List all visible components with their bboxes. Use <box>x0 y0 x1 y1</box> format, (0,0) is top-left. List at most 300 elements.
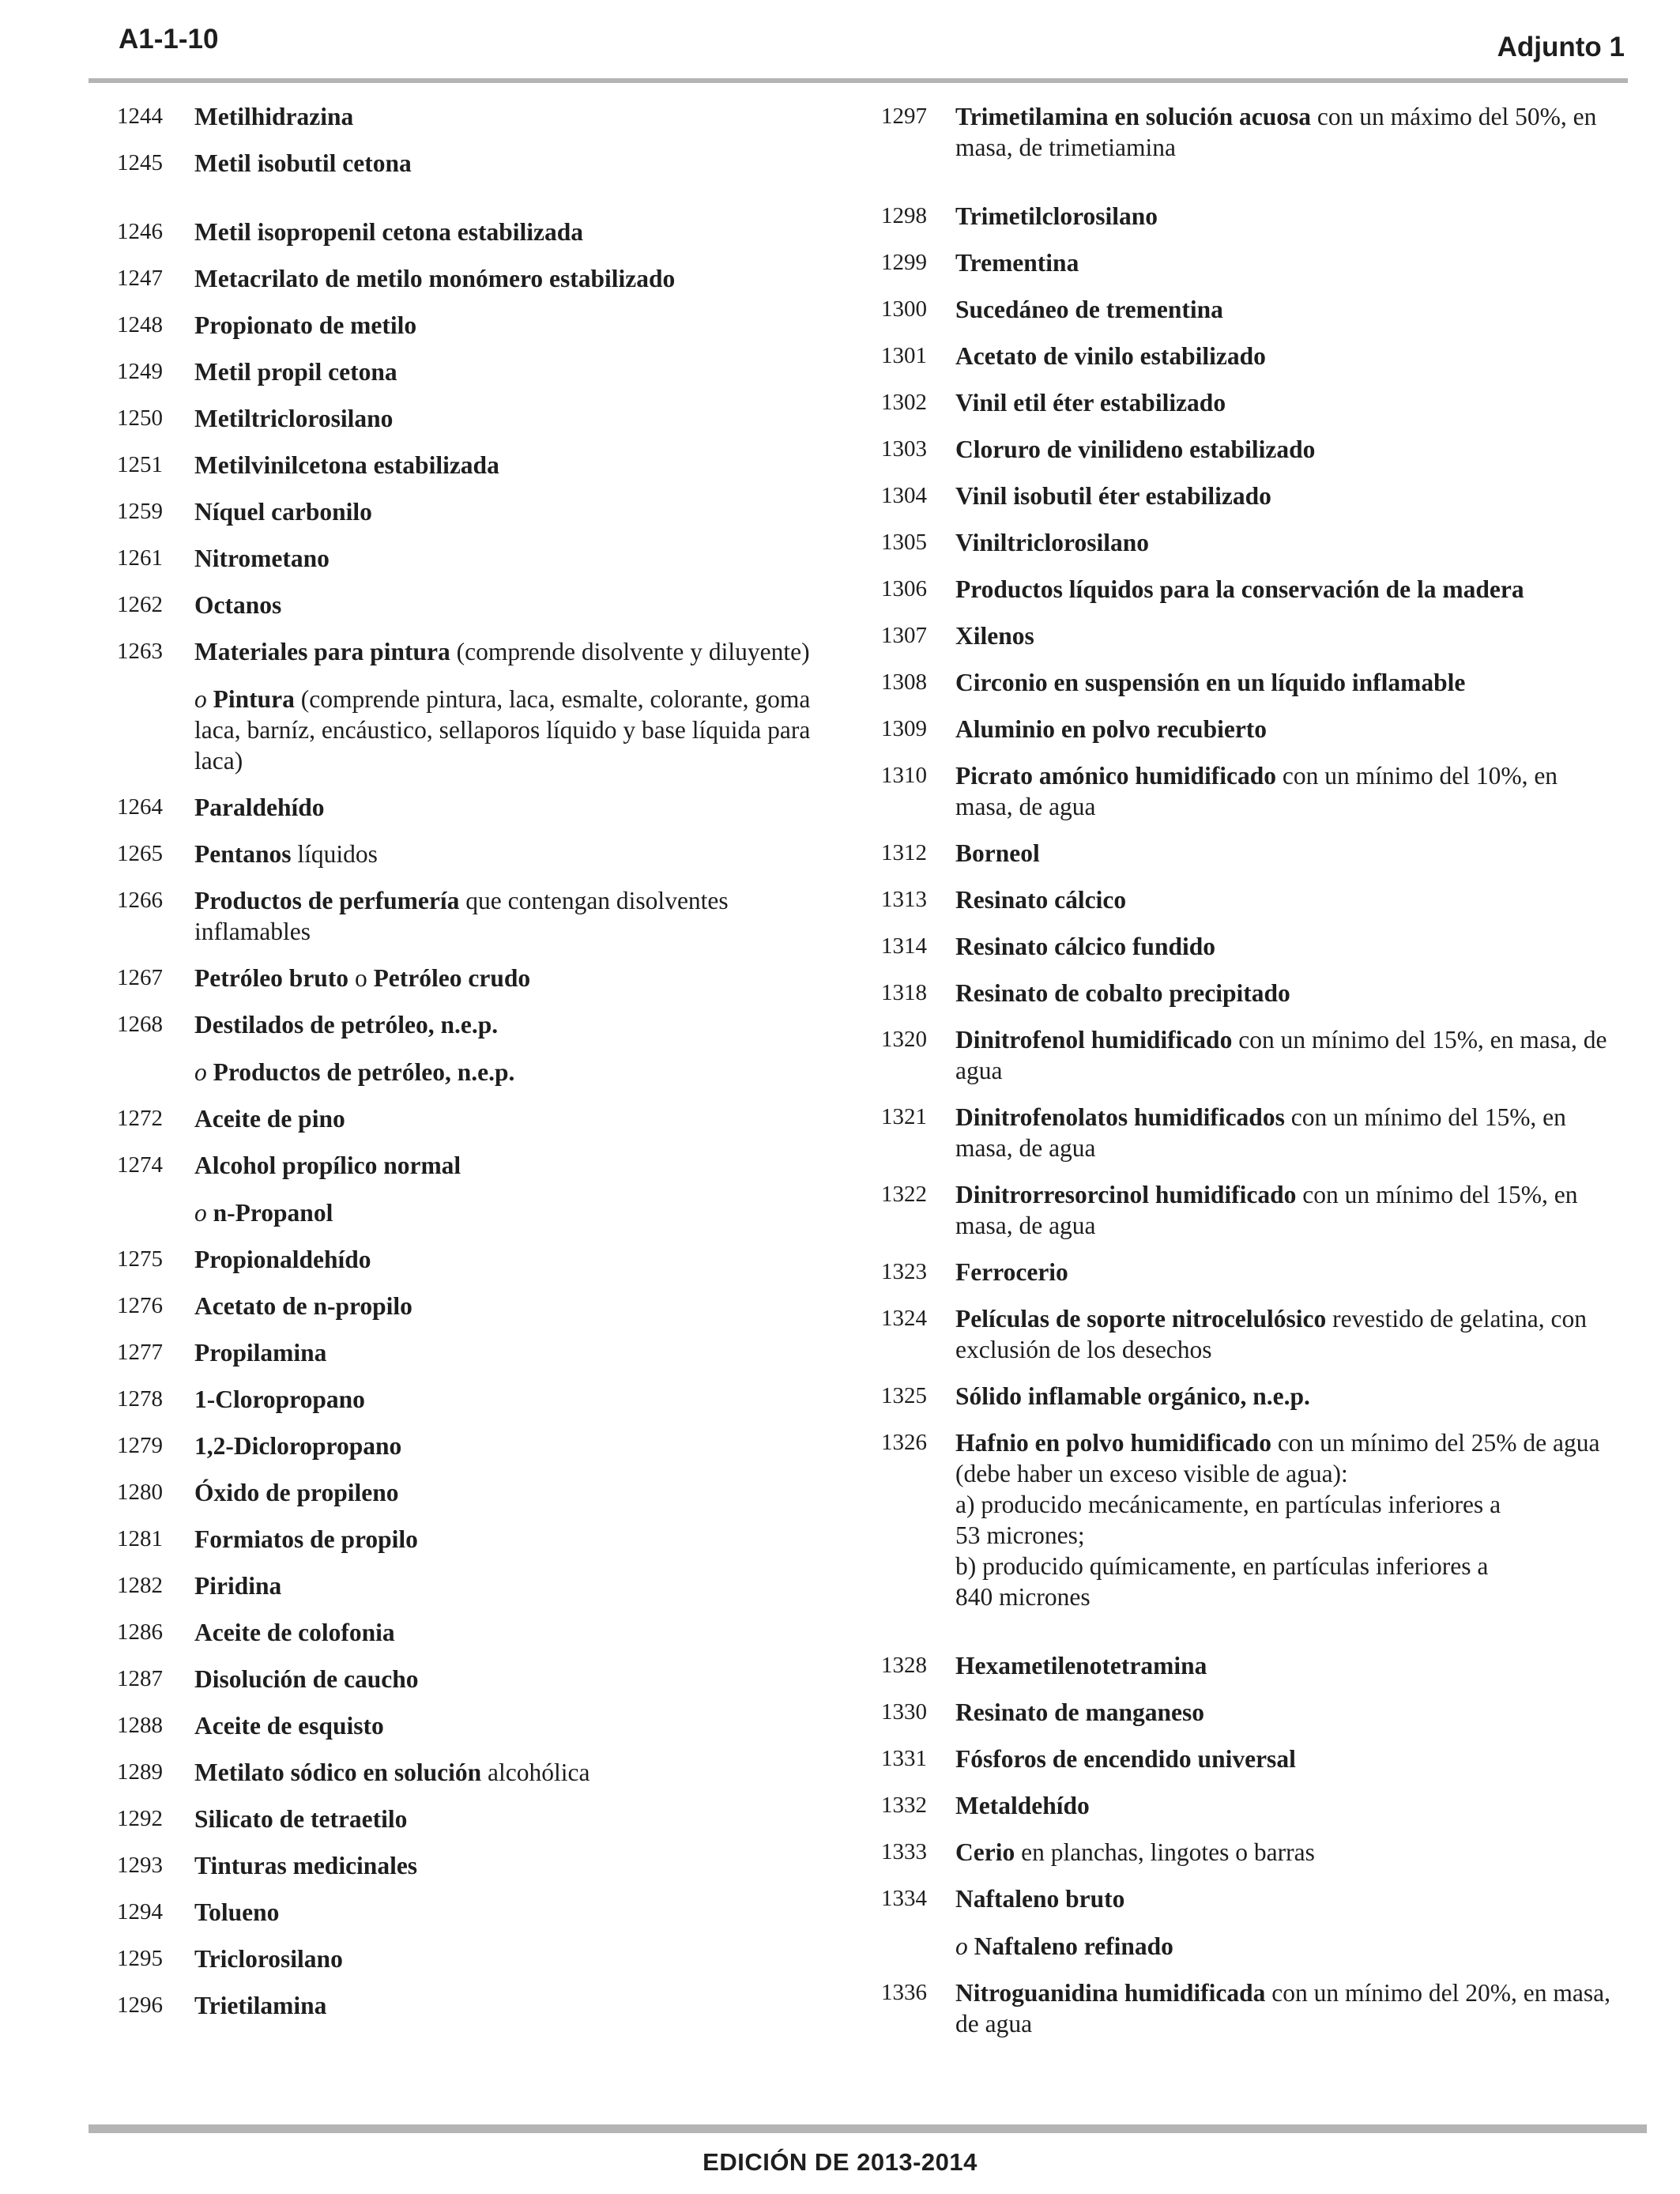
un-number: 1249 <box>117 359 163 384</box>
un-number: 1277 <box>117 1340 163 1365</box>
un-entry <box>881 1697 1616 1728</box>
un-entry <box>117 1617 828 1648</box>
un-entry <box>881 1883 1616 1962</box>
un-entry <box>117 1103 828 1134</box>
substance-name: Paraldehído <box>194 794 325 821</box>
un-entry <box>881 1381 1616 1412</box>
un-entry <box>881 1744 1616 1774</box>
entry-text <box>881 481 1616 511</box>
un-number: 1261 <box>117 545 163 571</box>
un-entry <box>117 543 828 574</box>
un-entry <box>117 1150 828 1228</box>
un-entry <box>881 247 1616 278</box>
un-number: 1331 <box>881 1746 927 1771</box>
substance-name: Metiltriclorosilano <box>194 405 394 432</box>
un-entry <box>117 792 828 823</box>
right-column <box>881 101 1616 2055</box>
entry-text <box>117 1617 828 1648</box>
un-number: 1306 <box>881 576 927 601</box>
un-number: 1310 <box>881 763 927 788</box>
un-entry <box>881 1650 1616 1681</box>
un-number: 1318 <box>881 980 927 1005</box>
entry-text <box>117 590 828 620</box>
un-number: 1275 <box>117 1246 163 1272</box>
entry-text <box>881 1179 1616 1241</box>
un-number: 1244 <box>117 104 163 129</box>
un-number: 1323 <box>881 1259 927 1284</box>
un-number: 1330 <box>881 1699 927 1725</box>
entry-text <box>117 792 828 823</box>
entry-text <box>881 1837 1616 1868</box>
substance-name: Trimetilamina en solución acuosa <box>955 103 1312 130</box>
un-entry <box>881 574 1616 605</box>
un-entry <box>117 217 828 247</box>
edition-footer: EDICIÓN DE 2013-2014 <box>703 2148 977 2176</box>
un-entry <box>117 496 828 527</box>
un-number: 1264 <box>117 794 163 820</box>
entry-text <box>881 101 1616 163</box>
substance-name: Níquel carbonilo <box>194 498 372 526</box>
un-number: 1280 <box>117 1480 163 1505</box>
un-entry <box>881 387 1616 418</box>
alternative-name <box>194 684 828 776</box>
header-rule <box>89 78 1628 83</box>
un-entry <box>117 1804 828 1834</box>
entry-text <box>117 1337 828 1368</box>
un-number: 1295 <box>117 1946 163 1971</box>
un-number: 1278 <box>117 1386 163 1412</box>
substance-name: Resinato de cobalto precipitado <box>955 979 1290 1007</box>
substance-name: 1-Cloropropano <box>194 1385 365 1413</box>
substance-name: Circonio en suspensión en un líquido inflamable <box>955 669 1466 696</box>
un-number: 1314 <box>881 933 927 959</box>
alternative-marker: o <box>194 1199 207 1227</box>
entry-text <box>881 1790 1616 1821</box>
substance-name: Fósforos de encendido universal <box>955 1745 1296 1773</box>
entry-text <box>117 839 828 869</box>
un-entry <box>881 481 1616 511</box>
entry-text <box>117 310 828 341</box>
un-entry <box>117 590 828 620</box>
entry-text <box>881 1427 1616 1612</box>
un-entry <box>117 1524 828 1555</box>
un-entry <box>117 356 828 387</box>
un-entry <box>881 667 1616 698</box>
substance-name: Viniltriclorosilano <box>955 529 1150 556</box>
entry-text <box>881 620 1616 651</box>
un-entry <box>881 714 1616 745</box>
un-number: 1276 <box>117 1293 163 1318</box>
left-column <box>117 101 828 2037</box>
substance-name: Resinato cálcico <box>955 886 1127 914</box>
entry-text <box>117 1384 828 1415</box>
alternative-substance-name: Productos de petróleo, n.e.p. <box>213 1058 515 1086</box>
un-entry <box>881 101 1616 163</box>
un-number: 1265 <box>117 841 163 866</box>
substance-name: Nitroguanidina humidificada <box>955 1979 1266 2007</box>
substance-description: líquidos <box>291 840 378 868</box>
substance-name: Octanos <box>194 591 282 619</box>
attachment-label: Adjunto 1 <box>1497 32 1625 62</box>
entry-text <box>881 1744 1616 1774</box>
substance-name: Acetato de n-propilo <box>194 1292 412 1320</box>
entry-text <box>117 1570 828 1601</box>
substance-name: Aluminio en polvo recubierto <box>955 715 1268 743</box>
entry-text <box>881 574 1616 605</box>
un-entry <box>117 1943 828 1974</box>
entry-text <box>117 450 828 481</box>
un-number: 1259 <box>117 499 163 524</box>
un-entry <box>881 201 1616 232</box>
alternative-marker: o <box>194 685 207 713</box>
substance-name: Metilvinilcetona estabilizada <box>194 451 499 479</box>
substance-name: Óxido de propileno <box>194 1479 399 1506</box>
entry-text <box>117 1244 828 1275</box>
entry-text <box>117 1477 828 1508</box>
un-number: 1248 <box>117 312 163 337</box>
entry-text <box>117 1897 828 1928</box>
entry-text <box>881 1102 1616 1163</box>
un-number: 1250 <box>117 405 163 431</box>
entry-text <box>881 527 1616 558</box>
substance-name: Nitrometano <box>194 545 330 572</box>
un-number: 1286 <box>117 1619 163 1645</box>
entry-text <box>117 885 828 947</box>
substance-name: Dinitrorresorcinol humidificado <box>955 1181 1297 1208</box>
un-entry <box>117 1291 828 1321</box>
substance-name: Propionato de metilo <box>194 311 417 339</box>
alternative-name <box>194 1197 828 1228</box>
un-entry <box>117 839 828 869</box>
substance-name: Trietilamina <box>194 1992 327 2019</box>
substance-name: Destilados de petróleo, n.e.p. <box>194 1011 499 1039</box>
substance-name: Cloruro de vinilideno estabilizado <box>955 435 1316 463</box>
un-entry <box>881 341 1616 371</box>
un-number: 1247 <box>117 266 163 291</box>
un-number: 1272 <box>117 1106 163 1131</box>
entry-text <box>117 496 828 527</box>
un-entry <box>117 403 828 434</box>
substance-name: Trementina <box>955 249 1079 277</box>
footer-rule <box>89 2124 1647 2133</box>
substance-description: con un mínimo del 15%, en masa, de agua <box>955 1181 1578 1239</box>
entry-text <box>117 1990 828 2021</box>
substance-name: Metil isobutil cetona <box>194 149 412 177</box>
entry-text <box>117 263 828 294</box>
un-entry <box>117 885 828 947</box>
entry-text <box>881 760 1616 822</box>
substance-name: Metil isopropenil cetona estabilizada <box>194 218 584 246</box>
entry-text <box>881 1697 1616 1728</box>
un-number: 1263 <box>117 639 163 664</box>
un-entry <box>117 1710 828 1741</box>
entry-text <box>881 667 1616 698</box>
un-entry <box>881 1837 1616 1868</box>
substance-description: con un mínimo del 20%, en masa, de agua <box>955 1979 1610 2038</box>
un-entry <box>881 931 1616 962</box>
entry-text <box>117 1804 828 1834</box>
page-number: A1-1-10 <box>119 24 219 55</box>
entry-text <box>881 978 1616 1008</box>
un-entry <box>881 760 1616 822</box>
substance-name: Formiatos de propilo <box>194 1525 418 1553</box>
substance-name: Resinato cálcico fundido <box>955 933 1216 960</box>
substance-description: (comprende disolvente y diluyente) <box>450 638 810 665</box>
entry-text <box>117 148 828 179</box>
un-number: 1333 <box>881 1839 927 1864</box>
un-entry <box>117 1664 828 1695</box>
alternative-substance-name: Pintura <box>213 685 295 713</box>
substance-name: Productos líquidos para la conservación de la madera <box>955 575 1524 603</box>
un-number: 1312 <box>881 840 927 865</box>
un-entry <box>117 263 828 294</box>
entry-text <box>117 101 828 132</box>
entry-text <box>117 963 828 993</box>
entry-text <box>881 294 1616 325</box>
entry-text <box>881 714 1616 745</box>
entry-text <box>117 1150 828 1228</box>
condition-line: 840 micrones <box>955 1583 1090 1611</box>
un-entry <box>117 963 828 993</box>
substance-name: Ferrocerio <box>955 1258 1068 1286</box>
substance-name: Vinil etil éter estabilizado <box>955 389 1226 417</box>
un-entry <box>881 1427 1616 1612</box>
substance-description: en planchas, lingotes o barras <box>1015 1838 1315 1866</box>
entry-text <box>881 1977 1616 2039</box>
un-entry <box>881 1303 1616 1365</box>
substance-name: Alcohol propílico normal <box>194 1152 461 1179</box>
un-number: 1288 <box>117 1713 163 1738</box>
un-number: 1325 <box>881 1383 927 1408</box>
substance-name: Pentanos <box>194 840 292 868</box>
substance-name: Películas de soporte nitrocelulósico <box>955 1305 1327 1333</box>
substance-name: Aceite de pino <box>194 1105 345 1133</box>
alternative-description: (comprende pintura, laca, esmalte, colorante, goma laca, barníz, encáustico, sellaporos líquido y base líquida para laca) <box>194 685 811 775</box>
entry-text <box>881 1024 1616 1086</box>
alternative-name <box>955 1931 1616 1962</box>
un-entry <box>881 884 1616 915</box>
entry-text <box>881 1303 1616 1365</box>
un-entry <box>117 1431 828 1461</box>
un-entry <box>117 148 828 179</box>
alternative-substance-name: Naftaleno refinado <box>974 1932 1173 1960</box>
un-number: 1298 <box>881 203 927 228</box>
un-number: 1296 <box>117 1992 163 2018</box>
un-number: 1303 <box>881 436 927 462</box>
un-entry <box>881 620 1616 651</box>
substance-name: Sólido inflamable orgánico, n.e.p. <box>955 1382 1310 1410</box>
entry-text <box>117 403 828 434</box>
un-number: 1262 <box>117 592 163 617</box>
un-number: 1300 <box>881 296 927 322</box>
entry-text <box>117 1943 828 1974</box>
entry-text <box>881 201 1616 232</box>
entry-text <box>881 1650 1616 1681</box>
un-number: 1321 <box>881 1104 927 1129</box>
un-number: 1308 <box>881 669 927 695</box>
un-number: 1309 <box>881 716 927 741</box>
un-number: 1307 <box>881 623 927 648</box>
substance-name: Picrato amónico humidificado <box>955 762 1276 790</box>
substance-name: Xilenos <box>955 622 1034 650</box>
un-number: 1336 <box>881 1980 927 2005</box>
un-entry <box>117 636 828 776</box>
substance-name: Cerio <box>955 1838 1015 1866</box>
substance-name: Tolueno <box>194 1898 280 1926</box>
un-number: 1246 <box>117 219 163 244</box>
un-entry <box>881 1024 1616 1086</box>
un-number: 1293 <box>117 1853 163 1878</box>
alternative-substance-name: n-Propanol <box>213 1199 333 1227</box>
substance-description: alcohólica <box>481 1759 590 1786</box>
un-entry <box>881 838 1616 869</box>
un-entry <box>117 1009 828 1088</box>
un-entry <box>117 1477 828 1508</box>
un-number: 1304 <box>881 483 927 508</box>
substance-name: Metaldehído <box>955 1792 1090 1819</box>
substance-name: Vinil isobutil éter estabilizado <box>955 482 1271 510</box>
un-number: 1268 <box>117 1012 163 1037</box>
entry-text <box>117 1009 828 1088</box>
un-entry <box>117 101 828 132</box>
entry-text <box>117 1291 828 1321</box>
substance-name: Triclorosilano <box>194 1945 343 1973</box>
entry-text <box>117 1524 828 1555</box>
substance-name: 1,2-Dicloropropano <box>194 1432 402 1460</box>
un-number: 1297 <box>881 104 927 129</box>
un-number: 1334 <box>881 1886 927 1911</box>
substance-name: Dinitrofenol humidificado <box>955 1026 1233 1054</box>
un-entry <box>117 310 828 341</box>
entry-text <box>117 1757 828 1788</box>
substance-name: Aceite de esquisto <box>194 1712 384 1740</box>
entry-text <box>117 217 828 247</box>
substance-name: Disolución de caucho <box>194 1665 419 1693</box>
entry-text <box>881 1381 1616 1412</box>
un-entry <box>881 1257 1616 1287</box>
un-entry <box>881 527 1616 558</box>
substance-name: Acetato de vinilo estabilizado <box>955 342 1266 370</box>
un-number: 1279 <box>117 1433 163 1458</box>
un-number: 1251 <box>117 452 163 477</box>
un-number: 1282 <box>117 1573 163 1598</box>
alternative-name <box>194 1057 828 1088</box>
entry-text <box>117 1850 828 1881</box>
substance-name: Metil propil cetona <box>194 358 397 386</box>
un-number: 1287 <box>117 1666 163 1691</box>
condition-line: 53 micrones; <box>955 1521 1085 1549</box>
un-number: 1328 <box>881 1653 927 1678</box>
substance-description: o <box>348 964 374 992</box>
un-entry <box>881 1790 1616 1821</box>
un-entry <box>881 1102 1616 1163</box>
entry-text <box>117 543 828 574</box>
substance-name: Tinturas medicinales <box>194 1852 418 1879</box>
un-entry <box>881 1977 1616 2039</box>
entry-text <box>881 434 1616 465</box>
substance-name: Propionaldehído <box>194 1246 371 1273</box>
substance-description: con un mínimo del 10%, en masa, de agua <box>955 762 1558 820</box>
un-entry <box>117 1990 828 2021</box>
un-entry <box>881 434 1616 465</box>
un-entry <box>117 1850 828 1881</box>
entry-text <box>881 387 1616 418</box>
entry-text <box>117 1664 828 1695</box>
un-number: 1267 <box>117 965 163 990</box>
un-entry <box>881 978 1616 1008</box>
un-entry <box>117 1384 828 1415</box>
un-number: 1292 <box>117 1806 163 1831</box>
un-number: 1332 <box>881 1793 927 1818</box>
un-number: 1266 <box>117 888 163 913</box>
substance-name: Petróleo bruto <box>194 964 349 992</box>
un-entry <box>881 1179 1616 1241</box>
un-number: 1281 <box>117 1526 163 1551</box>
un-number: 1320 <box>881 1027 927 1052</box>
un-entry <box>117 1337 828 1368</box>
substance-name: Hexametilenotetramina <box>955 1652 1207 1679</box>
un-number: 1294 <box>117 1899 163 1924</box>
un-entry <box>881 294 1616 325</box>
un-number: 1274 <box>117 1152 163 1178</box>
substance-name: Sucedáneo de trementina <box>955 296 1223 323</box>
un-number: 1305 <box>881 530 927 555</box>
condition-line: b) producido químicamente, en partículas inferiores a <box>955 1552 1489 1580</box>
un-number: 1245 <box>117 150 163 175</box>
substance-description: con un máximo del 50%, en masa, de trimetiamina <box>955 103 1597 161</box>
substance-name: Dinitrofenolatos humidificados <box>955 1103 1285 1131</box>
substance-name: Silicato de tetraetilo <box>194 1805 408 1833</box>
un-number: 1326 <box>881 1430 927 1455</box>
substance-alt-name: Petróleo crudo <box>373 964 531 992</box>
substance-description: con un mínimo del 15%, en masa, de agua <box>955 1026 1607 1084</box>
substance-name: Naftaleno bruto <box>955 1885 1125 1913</box>
substance-name: Metilato sódico en solución <box>194 1759 482 1786</box>
entry-text <box>881 931 1616 962</box>
entry-text <box>117 1103 828 1134</box>
substance-description: revestido de gelatina, con exclusión de los desechos <box>955 1305 1588 1363</box>
un-number: 1301 <box>881 343 927 368</box>
entry-text <box>881 1883 1616 1962</box>
un-number: 1313 <box>881 887 927 912</box>
un-entry <box>117 1757 828 1788</box>
entry-text <box>117 636 828 776</box>
substance-name: Borneol <box>955 839 1040 867</box>
substance-description: con un mínimo del 15%, en masa, de agua <box>955 1103 1566 1162</box>
substance-name: Resinato de manganeso <box>955 1698 1205 1726</box>
substance-name: Piridina <box>194 1572 282 1600</box>
condition-line: a) producido mecánicamente, en partículas inferiores a <box>955 1491 1501 1518</box>
entry-text <box>881 341 1616 371</box>
alternative-marker: o <box>955 1932 968 1960</box>
entry-text <box>881 247 1616 278</box>
substance-name: Aceite de colofonia <box>194 1619 395 1646</box>
substance-name: Propilamina <box>194 1339 327 1367</box>
substance-name: Metacrilato de metilo monómero estabilizado <box>194 265 676 292</box>
substance-description: que contengan disolventes inflamables <box>194 887 729 945</box>
un-entry <box>117 1244 828 1275</box>
un-number: 1302 <box>881 390 927 415</box>
un-number: 1299 <box>881 250 927 275</box>
alternative-marker: o <box>194 1058 207 1086</box>
entry-text <box>881 1257 1616 1287</box>
un-number: 1289 <box>117 1759 163 1785</box>
un-entry <box>117 1897 828 1928</box>
entry-text <box>117 356 828 387</box>
un-number: 1324 <box>881 1306 927 1331</box>
substance-name: Hafnio en polvo humidificado <box>955 1429 1271 1457</box>
substance-description: con un mínimo del 25% de agua (debe haber un exceso visible de agua): <box>955 1429 1600 1487</box>
